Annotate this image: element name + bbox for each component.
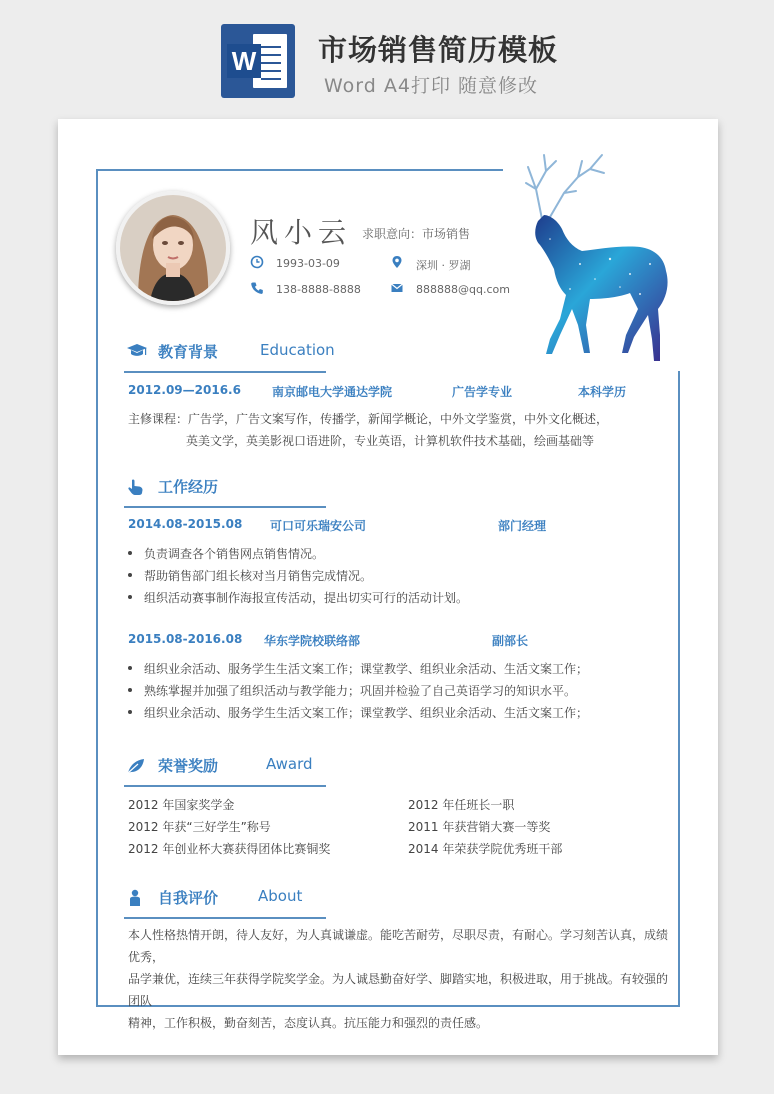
award-left-3: 2012 年创业杯大赛获得团体比赛铜奖 bbox=[128, 842, 331, 856]
avatar bbox=[116, 191, 230, 305]
award-right-1: 2012 年任班长一职 bbox=[408, 798, 515, 812]
phone: 138-8888-8888 bbox=[276, 283, 361, 296]
education-courses-line2: 英美文学，英美影视口语进阶，专业英语，计算机软件技术基础，绘画基础等 bbox=[186, 434, 595, 448]
mail-icon bbox=[390, 281, 404, 295]
list-item: 熟练掌握并加强了组织活动与教学能力；巩固并检验了自己英语学习的知识水平。 bbox=[144, 684, 577, 698]
education-major: 广告学专业 bbox=[452, 385, 513, 399]
resume-page bbox=[58, 119, 718, 1055]
about-section-header bbox=[124, 883, 326, 919]
job2-period: 2015.08-2016.08 bbox=[128, 632, 243, 646]
about-title: 自我评价 bbox=[158, 889, 219, 907]
about-title-en: About bbox=[258, 887, 303, 905]
list-item: 组织活动赛事制作海报宣传活动，提出切实可行的活动计划。 bbox=[144, 591, 469, 605]
education-period: 2012.09—2016.6 bbox=[128, 383, 241, 397]
education-section-header bbox=[124, 337, 335, 373]
award-left-1: 2012 年国家奖学金 bbox=[128, 798, 235, 812]
list-item: 组织业余活动、服务学生生活文案工作；课堂教学、组织业余活动、生活文案工作； bbox=[144, 706, 589, 720]
education-title-en: Education bbox=[260, 341, 335, 359]
word-logo-letter: W bbox=[227, 44, 261, 78]
about-text bbox=[128, 924, 668, 1034]
education-title: 教育背景 bbox=[158, 343, 219, 361]
job-intent: 求职意向：市场销售 bbox=[362, 227, 471, 241]
location-pin-icon bbox=[390, 255, 404, 269]
education-degree: 本科学历 bbox=[578, 385, 627, 399]
awards-title: 荣誉奖励 bbox=[158, 757, 219, 775]
work-section-header bbox=[124, 472, 326, 508]
awards-title-en: Award bbox=[266, 755, 313, 773]
hand-pointer-icon bbox=[126, 478, 146, 496]
email: 888888@qq.com bbox=[416, 283, 510, 296]
about-line-3: 精神，工作积极，勤奋刻苦，态度认真。抗压能力和强烈的责任感。 bbox=[128, 1016, 489, 1030]
header-subtitle: Word A4打印 随意修改 bbox=[324, 75, 539, 97]
job2-position: 副部长 bbox=[492, 634, 529, 648]
header-title: 市场销售简历模板 bbox=[318, 33, 559, 67]
award-right-2: 2011 年获营销大赛一等奖 bbox=[408, 820, 551, 834]
page-header bbox=[0, 0, 774, 115]
phone-icon bbox=[250, 281, 264, 295]
award-right-3: 2014 年荣获学院优秀班干部 bbox=[408, 842, 563, 856]
list-item: 负责调查各个销售网点销售情况。 bbox=[144, 547, 325, 561]
education-courses-line1: 主修课程：广告学，广告文案写作，传播学，新闻学概论，中外文学鉴赏，中外文化概述， bbox=[128, 412, 609, 426]
work-title: 工作经历 bbox=[158, 478, 219, 496]
location: 深圳 · 罗湖 bbox=[416, 257, 471, 273]
job1-period: 2014.08-2015.08 bbox=[128, 517, 243, 531]
awards-section-header bbox=[124, 751, 326, 787]
job1-company: 可口可乐瑞安公司 bbox=[270, 519, 367, 533]
job1-position: 部门经理 bbox=[498, 519, 547, 533]
leaf-icon bbox=[126, 757, 146, 775]
birth-date: 1993-03-09 bbox=[276, 257, 340, 270]
list-item: 帮助销售部门组长核对当月销售完成情况。 bbox=[144, 569, 373, 583]
deer-illustration-icon bbox=[520, 149, 680, 364]
about-line-2: 品学兼优，连续三年获得学院奖学金。为人诚恳勤奋好学、脚踏实地，积极进取，用于挑战。有较强的团队 bbox=[128, 972, 669, 1008]
education-school: 南京邮电大学通达学院 bbox=[272, 385, 393, 399]
clock-icon bbox=[250, 255, 264, 269]
candidate-name: 风小云 bbox=[250, 216, 353, 249]
word-logo-icon bbox=[221, 24, 295, 98]
graduation-cap-icon bbox=[126, 343, 148, 359]
about-line-1: 本人性格热情开朗，待人友好，为人真诚谦虚。能吃苦耐劳，尽职尽责，有耐心。学习刻苦认真，成绩优秀， bbox=[128, 928, 669, 964]
user-icon bbox=[126, 889, 144, 907]
list-item: 组织业余活动、服务学生生活文案工作；课堂教学、组织业余活动、生活文案工作； bbox=[144, 662, 589, 676]
job2-company: 华东学院校联络部 bbox=[264, 634, 361, 648]
award-left-2: 2012 年获“三好学生”称号 bbox=[128, 820, 271, 834]
